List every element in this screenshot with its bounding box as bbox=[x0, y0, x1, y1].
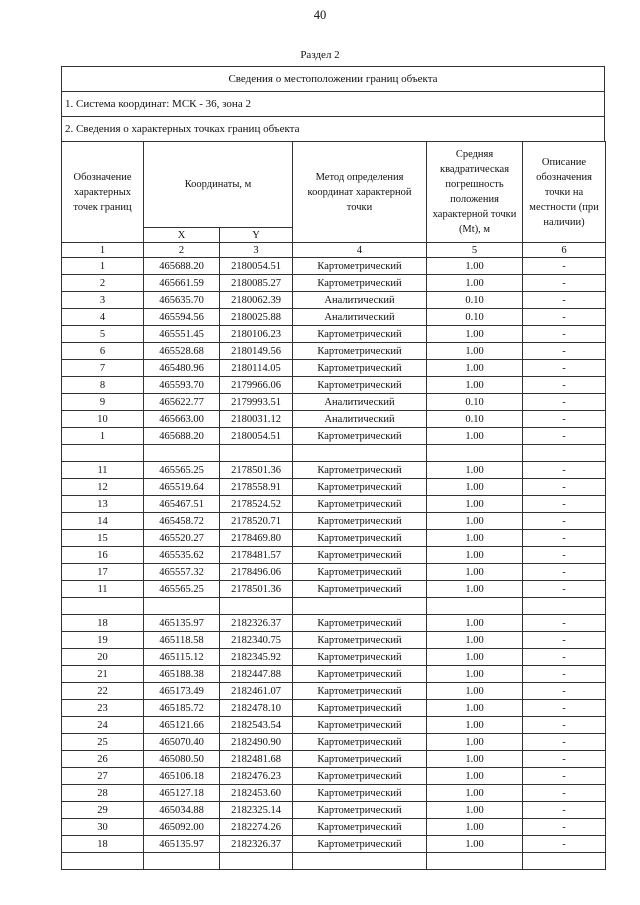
point-id-cell: 1 bbox=[62, 428, 144, 445]
header-num-2: 2 bbox=[144, 243, 220, 258]
table-row bbox=[62, 428, 606, 445]
point-id-cell: 8 bbox=[62, 377, 144, 394]
description-cell: - bbox=[523, 785, 606, 802]
table-row bbox=[62, 547, 606, 564]
coord-y-cell: 2178501.36 bbox=[220, 581, 293, 598]
point-id-cell bbox=[62, 445, 144, 462]
page-number: 40 bbox=[313, 8, 327, 22]
accuracy-cell: 1.00 bbox=[427, 360, 523, 377]
method-cell: Картометрический bbox=[293, 360, 427, 377]
accuracy-cell: 1.00 bbox=[427, 700, 523, 717]
header-method: Метод определения координат характерной точки bbox=[293, 142, 427, 243]
accuracy-cell: 1.00 bbox=[427, 462, 523, 479]
accuracy-cell: 1.00 bbox=[427, 683, 523, 700]
point-id-cell bbox=[62, 598, 144, 615]
method-cell: Картометрический bbox=[293, 734, 427, 751]
table-row bbox=[62, 802, 606, 819]
description-cell: - bbox=[523, 496, 606, 513]
accuracy-cell: 1.00 bbox=[427, 751, 523, 768]
table-row bbox=[62, 258, 606, 275]
point-id-cell: 12 bbox=[62, 479, 144, 496]
coord-x-cell bbox=[144, 853, 220, 870]
description-cell: - bbox=[523, 394, 606, 411]
method-cell: Картометрический bbox=[293, 666, 427, 683]
table-row bbox=[62, 836, 606, 853]
coord-x-cell: 465593.70 bbox=[144, 377, 220, 394]
coord-y-cell: 2182340.75 bbox=[220, 632, 293, 649]
table-row bbox=[62, 394, 606, 411]
accuracy-cell: 1.00 bbox=[427, 649, 523, 666]
method-cell: Аналитический bbox=[293, 292, 427, 309]
accuracy-cell bbox=[427, 445, 523, 462]
description-cell: - bbox=[523, 734, 606, 751]
description-cell: - bbox=[523, 666, 606, 683]
method-cell: Картометрический bbox=[293, 530, 427, 547]
accuracy-cell: 1.00 bbox=[427, 802, 523, 819]
description-cell: - bbox=[523, 343, 606, 360]
accuracy-cell bbox=[427, 853, 523, 870]
table-row bbox=[62, 785, 606, 802]
coord-x-cell: 465115.12 bbox=[144, 649, 220, 666]
table-row bbox=[62, 853, 606, 870]
method-cell bbox=[293, 853, 427, 870]
accuracy-cell: 1.00 bbox=[427, 275, 523, 292]
coord-x-cell: 465519.64 bbox=[144, 479, 220, 496]
description-cell: - bbox=[523, 836, 606, 853]
accuracy-cell: 1.00 bbox=[427, 564, 523, 581]
point-id-cell: 18 bbox=[62, 615, 144, 632]
coord-x-cell: 465118.58 bbox=[144, 632, 220, 649]
method-cell: Картометрический bbox=[293, 564, 427, 581]
coord-x-cell: 465480.96 bbox=[144, 360, 220, 377]
table-row bbox=[62, 462, 606, 479]
table-row bbox=[62, 649, 606, 666]
description-cell: - bbox=[523, 632, 606, 649]
accuracy-cell: 1.00 bbox=[427, 513, 523, 530]
method-cell: Картометрический bbox=[293, 377, 427, 394]
coord-x-cell: 465121.66 bbox=[144, 717, 220, 734]
coord-x-cell: 465173.49 bbox=[144, 683, 220, 700]
coord-y-cell: 2182476.23 bbox=[220, 768, 293, 785]
method-cell: Картометрический bbox=[293, 751, 427, 768]
point-id-cell: 14 bbox=[62, 513, 144, 530]
point-id-cell: 15 bbox=[62, 530, 144, 547]
coord-x-cell: 465688.20 bbox=[144, 428, 220, 445]
description-cell: - bbox=[523, 377, 606, 394]
table-row bbox=[62, 666, 606, 683]
coord-x-cell: 465520.27 bbox=[144, 530, 220, 547]
accuracy-cell: 0.10 bbox=[427, 292, 523, 309]
table-row bbox=[62, 445, 606, 462]
coord-x-cell: 465622.77 bbox=[144, 394, 220, 411]
table-row bbox=[62, 343, 606, 360]
accuracy-cell: 1.00 bbox=[427, 496, 523, 513]
coord-x-cell: 465127.18 bbox=[144, 785, 220, 802]
points-heading: 2. Сведения о характерных точках границ объекта bbox=[61, 116, 605, 141]
description-cell: - bbox=[523, 530, 606, 547]
table-row bbox=[62, 292, 606, 309]
table-row bbox=[62, 496, 606, 513]
point-id-cell: 18 bbox=[62, 836, 144, 853]
method-cell: Картометрический bbox=[293, 717, 427, 734]
point-id-cell: 20 bbox=[62, 649, 144, 666]
coord-y-cell: 2182461.07 bbox=[220, 683, 293, 700]
description-cell: - bbox=[523, 513, 606, 530]
coord-y-cell: 2182490.90 bbox=[220, 734, 293, 751]
description-cell: - bbox=[523, 275, 606, 292]
point-id-cell: 16 bbox=[62, 547, 144, 564]
coord-x-cell: 465135.97 bbox=[144, 836, 220, 853]
accuracy-cell: 1.00 bbox=[427, 836, 523, 853]
table-row bbox=[62, 683, 606, 700]
point-id-cell: 28 bbox=[62, 785, 144, 802]
point-id-cell: 4 bbox=[62, 309, 144, 326]
coord-y-cell: 2178520.71 bbox=[220, 513, 293, 530]
description-cell: - bbox=[523, 360, 606, 377]
coord-y-cell: 2182326.37 bbox=[220, 836, 293, 853]
description-cell: - bbox=[523, 428, 606, 445]
coord-y-cell: 2178469.80 bbox=[220, 530, 293, 547]
method-cell: Картометрический bbox=[293, 632, 427, 649]
table-row bbox=[62, 717, 606, 734]
method-cell: Картометрический bbox=[293, 275, 427, 292]
coord-x-cell: 465663.00 bbox=[144, 411, 220, 428]
point-id-cell: 26 bbox=[62, 751, 144, 768]
method-cell: Картометрический bbox=[293, 581, 427, 598]
coord-y-cell bbox=[220, 445, 293, 462]
accuracy-cell: 1.00 bbox=[427, 547, 523, 564]
method-cell: Картометрический bbox=[293, 700, 427, 717]
coord-y-cell bbox=[220, 853, 293, 870]
header-num-4: 4 bbox=[293, 243, 427, 258]
coord-x-cell: 465034.88 bbox=[144, 802, 220, 819]
table-row bbox=[62, 598, 606, 615]
coord-y-cell: 2182274.26 bbox=[220, 819, 293, 836]
header-num-1: 1 bbox=[62, 243, 144, 258]
method-cell: Картометрический bbox=[293, 547, 427, 564]
point-id-cell: 27 bbox=[62, 768, 144, 785]
accuracy-cell: 0.10 bbox=[427, 411, 523, 428]
header-num-3: 3 bbox=[220, 243, 293, 258]
accuracy-cell: 1.00 bbox=[427, 615, 523, 632]
accuracy-cell: 0.10 bbox=[427, 394, 523, 411]
coord-y-cell: 2182345.92 bbox=[220, 649, 293, 666]
accuracy-cell: 1.00 bbox=[427, 632, 523, 649]
coord-x-cell: 465565.25 bbox=[144, 462, 220, 479]
table-row bbox=[62, 360, 606, 377]
coord-y-cell: 2178558.91 bbox=[220, 479, 293, 496]
description-cell: - bbox=[523, 683, 606, 700]
header-num-5: 5 bbox=[427, 243, 523, 258]
points-table bbox=[61, 141, 606, 870]
accuracy-cell bbox=[427, 598, 523, 615]
coord-y-cell: 2180085.27 bbox=[220, 275, 293, 292]
coord-x-cell: 465565.25 bbox=[144, 581, 220, 598]
accuracy-cell: 1.00 bbox=[427, 428, 523, 445]
description-cell bbox=[523, 445, 606, 462]
coord-y-cell: 2178524.52 bbox=[220, 496, 293, 513]
description-cell: - bbox=[523, 547, 606, 564]
table-row bbox=[62, 751, 606, 768]
accuracy-cell: 1.00 bbox=[427, 734, 523, 751]
header-accuracy: Средняя квадратическая погрешность положения характерной точки (Mt), м bbox=[427, 142, 523, 243]
method-cell: Картометрический bbox=[293, 836, 427, 853]
coord-y-cell: 2179993.51 bbox=[220, 394, 293, 411]
accuracy-cell: 1.00 bbox=[427, 666, 523, 683]
accuracy-cell: 1.00 bbox=[427, 258, 523, 275]
point-id-cell bbox=[62, 853, 144, 870]
coord-y-cell: 2182481.68 bbox=[220, 751, 293, 768]
coord-x-cell: 465185.72 bbox=[144, 700, 220, 717]
method-cell: Картометрический bbox=[293, 343, 427, 360]
header-num-6: 6 bbox=[523, 243, 606, 258]
point-id-cell: 11 bbox=[62, 581, 144, 598]
accuracy-cell: 1.00 bbox=[427, 785, 523, 802]
table-row bbox=[62, 768, 606, 785]
coord-x-cell: 465594.56 bbox=[144, 309, 220, 326]
table-row bbox=[62, 513, 606, 530]
point-id-cell: 24 bbox=[62, 717, 144, 734]
description-cell: - bbox=[523, 564, 606, 581]
accuracy-cell: 1.00 bbox=[427, 768, 523, 785]
coord-x-cell: 465688.20 bbox=[144, 258, 220, 275]
method-cell bbox=[293, 445, 427, 462]
coord-y-cell: 2182453.60 bbox=[220, 785, 293, 802]
accuracy-cell: 1.00 bbox=[427, 717, 523, 734]
coord-x-cell: 465092.00 bbox=[144, 819, 220, 836]
method-cell: Картометрический bbox=[293, 428, 427, 445]
method-cell: Картометрический bbox=[293, 819, 427, 836]
accuracy-cell: 1.00 bbox=[427, 819, 523, 836]
description-cell: - bbox=[523, 309, 606, 326]
coord-y-cell: 2178481.57 bbox=[220, 547, 293, 564]
coord-y-cell: 2180025.88 bbox=[220, 309, 293, 326]
coord-y-cell: 2180054.51 bbox=[220, 258, 293, 275]
point-id-cell: 21 bbox=[62, 666, 144, 683]
table-row bbox=[62, 615, 606, 632]
point-id-cell: 19 bbox=[62, 632, 144, 649]
method-cell: Картометрический bbox=[293, 768, 427, 785]
coord-y-cell: 2182447.88 bbox=[220, 666, 293, 683]
description-cell bbox=[523, 598, 606, 615]
description-cell: - bbox=[523, 700, 606, 717]
point-id-cell: 22 bbox=[62, 683, 144, 700]
description-cell: - bbox=[523, 802, 606, 819]
coord-y-cell: 2178501.36 bbox=[220, 462, 293, 479]
coord-x-cell: 465080.50 bbox=[144, 751, 220, 768]
point-id-cell: 5 bbox=[62, 326, 144, 343]
coord-y-cell bbox=[220, 598, 293, 615]
method-cell: Картометрический bbox=[293, 326, 427, 343]
method-cell: Картометрический bbox=[293, 649, 427, 666]
point-id-cell: 2 bbox=[62, 275, 144, 292]
table-row bbox=[62, 411, 606, 428]
coord-y-cell: 2182325.14 bbox=[220, 802, 293, 819]
coordinate-system: 1. Система координат: МСК - 36, зона 2 bbox=[61, 91, 605, 116]
coord-y-cell: 2180149.56 bbox=[220, 343, 293, 360]
description-cell: - bbox=[523, 649, 606, 666]
coord-x-cell: 465070.40 bbox=[144, 734, 220, 751]
accuracy-cell: 1.00 bbox=[427, 479, 523, 496]
coord-x-cell: 465188.38 bbox=[144, 666, 220, 683]
description-cell: - bbox=[523, 258, 606, 275]
table-row bbox=[62, 819, 606, 836]
point-id-cell: 6 bbox=[62, 343, 144, 360]
description-cell: - bbox=[523, 819, 606, 836]
description-cell: - bbox=[523, 717, 606, 734]
method-cell: Картометрический bbox=[293, 258, 427, 275]
method-cell: Аналитический bbox=[293, 309, 427, 326]
accuracy-cell: 1.00 bbox=[427, 530, 523, 547]
coord-x-cell: 465135.97 bbox=[144, 615, 220, 632]
point-id-cell: 10 bbox=[62, 411, 144, 428]
coord-y-cell: 2180054.51 bbox=[220, 428, 293, 445]
coord-y-cell: 2182478.10 bbox=[220, 700, 293, 717]
coord-y-cell: 2180114.05 bbox=[220, 360, 293, 377]
method-cell: Картометрический bbox=[293, 462, 427, 479]
coord-x-cell: 465535.62 bbox=[144, 547, 220, 564]
coord-x-cell: 465557.32 bbox=[144, 564, 220, 581]
method-cell: Картометрический bbox=[293, 683, 427, 700]
description-cell: - bbox=[523, 326, 606, 343]
boundary-document bbox=[61, 66, 605, 870]
block-title: Сведения о местоположении границ объекта bbox=[61, 66, 605, 91]
point-id-cell: 25 bbox=[62, 734, 144, 751]
point-id-cell: 3 bbox=[62, 292, 144, 309]
method-cell: Картометрический bbox=[293, 496, 427, 513]
coord-y-cell: 2178496.06 bbox=[220, 564, 293, 581]
description-cell: - bbox=[523, 411, 606, 428]
coord-y-cell: 2182326.37 bbox=[220, 615, 293, 632]
point-id-cell: 13 bbox=[62, 496, 144, 513]
table-row bbox=[62, 479, 606, 496]
header-y: Y bbox=[220, 228, 293, 243]
description-cell bbox=[523, 853, 606, 870]
coord-y-cell: 2180031.12 bbox=[220, 411, 293, 428]
coord-x-cell: 465467.51 bbox=[144, 496, 220, 513]
accuracy-cell: 0.10 bbox=[427, 309, 523, 326]
table-row bbox=[62, 700, 606, 717]
header-designation: Обозначение характерных точек границ bbox=[62, 142, 144, 243]
point-id-cell: 29 bbox=[62, 802, 144, 819]
point-id-cell: 7 bbox=[62, 360, 144, 377]
method-cell: Картометрический bbox=[293, 513, 427, 530]
table-row bbox=[62, 530, 606, 547]
coord-x-cell: 465528.68 bbox=[144, 343, 220, 360]
description-cell: - bbox=[523, 615, 606, 632]
header-x: X bbox=[144, 228, 220, 243]
accuracy-cell: 1.00 bbox=[427, 581, 523, 598]
coord-x-cell bbox=[144, 445, 220, 462]
method-cell bbox=[293, 598, 427, 615]
table-row bbox=[62, 275, 606, 292]
points-table-body bbox=[62, 258, 606, 870]
table-row bbox=[62, 564, 606, 581]
coord-x-cell: 465458.72 bbox=[144, 513, 220, 530]
coord-y-cell: 2179966.06 bbox=[220, 377, 293, 394]
method-cell: Картометрический bbox=[293, 479, 427, 496]
coord-x-cell bbox=[144, 598, 220, 615]
point-id-cell: 17 bbox=[62, 564, 144, 581]
coord-x-cell: 465661.59 bbox=[144, 275, 220, 292]
method-cell: Аналитический bbox=[293, 394, 427, 411]
table-row bbox=[62, 377, 606, 394]
point-id-cell: 11 bbox=[62, 462, 144, 479]
description-cell: - bbox=[523, 479, 606, 496]
description-cell: - bbox=[523, 751, 606, 768]
table-row bbox=[62, 326, 606, 343]
description-cell: - bbox=[523, 768, 606, 785]
description-cell: - bbox=[523, 462, 606, 479]
coord-x-cell: 465551.45 bbox=[144, 326, 220, 343]
coord-y-cell: 2180106.23 bbox=[220, 326, 293, 343]
coord-y-cell: 2180062.39 bbox=[220, 292, 293, 309]
header-coordinates: Координаты, м bbox=[144, 142, 293, 228]
accuracy-cell: 1.00 bbox=[427, 343, 523, 360]
description-cell: - bbox=[523, 292, 606, 309]
accuracy-cell: 1.00 bbox=[427, 326, 523, 343]
coord-x-cell: 465635.70 bbox=[144, 292, 220, 309]
description-cell: - bbox=[523, 581, 606, 598]
header-description: Описание обозначения точки на местности (при наличии) bbox=[523, 142, 606, 243]
table-row bbox=[62, 632, 606, 649]
method-cell: Аналитический bbox=[293, 411, 427, 428]
point-id-cell: 30 bbox=[62, 819, 144, 836]
table-row bbox=[62, 581, 606, 598]
method-cell: Картометрический bbox=[293, 802, 427, 819]
table-row bbox=[62, 734, 606, 751]
table-row bbox=[62, 309, 606, 326]
coord-y-cell: 2182543.54 bbox=[220, 717, 293, 734]
coord-x-cell: 465106.18 bbox=[144, 768, 220, 785]
point-id-cell: 1 bbox=[62, 258, 144, 275]
point-id-cell: 23 bbox=[62, 700, 144, 717]
section-title: Раздел 2 bbox=[300, 49, 340, 61]
point-id-cell: 9 bbox=[62, 394, 144, 411]
method-cell: Картометрический bbox=[293, 615, 427, 632]
method-cell: Картометрический bbox=[293, 785, 427, 802]
accuracy-cell: 1.00 bbox=[427, 377, 523, 394]
